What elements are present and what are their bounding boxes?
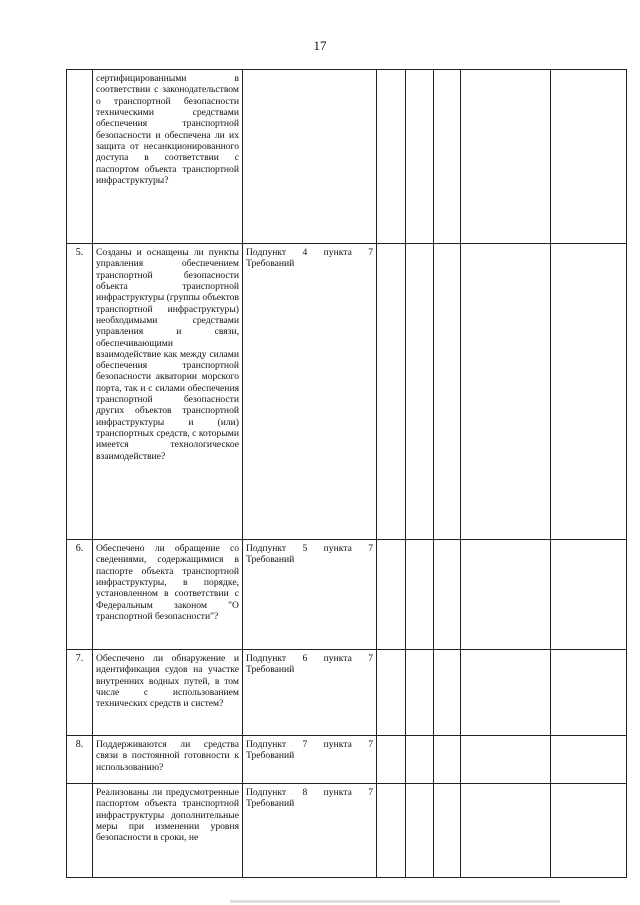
answer-na-cell xyxy=(434,650,461,736)
answer-no-cell xyxy=(406,70,434,244)
table-row xyxy=(67,650,627,736)
table-row xyxy=(67,244,627,540)
answer-no-cell xyxy=(406,736,434,784)
answer-yes-cell xyxy=(377,784,406,878)
note-cell xyxy=(551,244,627,540)
row-number xyxy=(67,70,93,244)
comment-cell xyxy=(461,736,551,784)
requirement-reference: Подпункт 6 пункта 7 Требований xyxy=(243,650,377,736)
page-number: 17 xyxy=(313,38,327,53)
row-number xyxy=(67,784,93,878)
requirement-reference: Подпункт 4 пункта 7 Требований xyxy=(243,244,377,540)
answer-yes-cell xyxy=(377,736,406,784)
requirement-reference: Подпункт 5 пункта 7 Требований xyxy=(243,540,377,650)
row-number: 7. xyxy=(67,650,93,736)
answer-yes-cell xyxy=(377,70,406,244)
answer-na-cell xyxy=(434,70,461,244)
note-cell xyxy=(551,650,627,736)
comment-cell xyxy=(461,244,551,540)
note-cell xyxy=(551,736,627,784)
question-text: Поддерживаются ли средства связи в постоянной готовности к использованию? xyxy=(93,736,243,784)
row-number: 8. xyxy=(67,736,93,784)
comment-cell xyxy=(461,540,551,650)
row-number: 6. xyxy=(67,540,93,650)
row-number: 5. xyxy=(67,244,93,540)
requirement-reference: Подпункт 8 пункта 7 Требований xyxy=(243,784,377,878)
table-row xyxy=(67,70,627,244)
comment-cell xyxy=(461,70,551,244)
answer-na-cell xyxy=(434,540,461,650)
answer-no-cell xyxy=(406,784,434,878)
answer-na-cell xyxy=(434,244,461,540)
answer-yes-cell xyxy=(377,244,406,540)
requirement-reference: Подпункт 7 пункта 7 Требований xyxy=(243,736,377,784)
comment-cell xyxy=(461,784,551,878)
answer-yes-cell xyxy=(377,540,406,650)
question-text: Реализованы ли предусмотренные паспортом объекта транспортной инфраструктуры дополнительные меры при изменении уровня безопасности в сроки, не xyxy=(93,784,243,878)
note-cell xyxy=(551,540,627,650)
question-text: Созданы и оснащены ли пункты управления обеспечением транспортной безопасности объекта транспортной инфраструктуры (группы объектов транспортной инфраструктуры) необходимыми средствами управления и связи, обеспечивающими взаимодействие как между силами обеспечения транспортной безопасности акватории морского порта, так и с силами обеспечения транспортной безопасности других объектов транспортной инфраструктуры и (или) транспортных средств, с которыми имеется технологическое взаимодействие? xyxy=(93,244,243,540)
question-text: Обеспечено ли обнаружение и идентификация судов на участке внутренних водных путей, в том числе с использованием технических средств и систем? xyxy=(93,650,243,736)
answer-no-cell xyxy=(406,650,434,736)
answer-na-cell xyxy=(434,784,461,878)
answer-na-cell xyxy=(434,736,461,784)
question-text: сертифицированными в соответствии с законодательством о транспортной безопасности техническими средствами обеспечения транспортной безопасности и обеспечена ли их защита от несанкционированного доступа в соответствии с паспортом объекта транспортной инфраструктуры? xyxy=(93,70,243,244)
table-row xyxy=(67,784,627,878)
scan-edge-mark xyxy=(230,900,560,903)
answer-no-cell xyxy=(406,540,434,650)
requirement-reference xyxy=(243,70,377,244)
question-text: Обеспечено ли обращение со сведениями, содержащимися в паспорте объекта транспортной инфраструктуры, в порядке, установленном в соответствии с Федеральным законом "О транспортной безопасности"? xyxy=(93,540,243,650)
checklist-table xyxy=(66,69,627,878)
table-row xyxy=(67,736,627,784)
note-cell xyxy=(551,784,627,878)
note-cell xyxy=(551,70,627,244)
comment-cell xyxy=(461,650,551,736)
table-row xyxy=(67,540,627,650)
answer-no-cell xyxy=(406,244,434,540)
answer-yes-cell xyxy=(377,650,406,736)
